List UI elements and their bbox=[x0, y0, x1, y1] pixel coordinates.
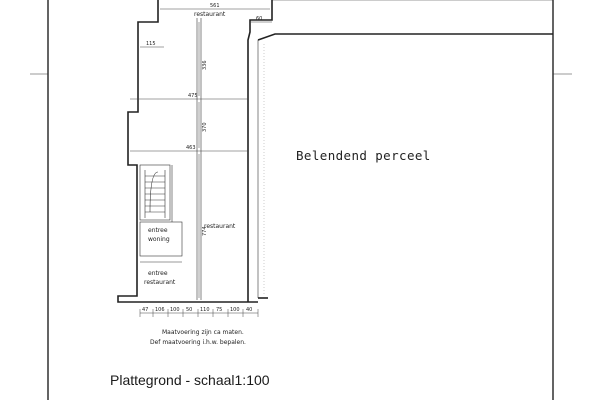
staircase bbox=[140, 165, 170, 220]
dim-bottom-segment: 50 bbox=[186, 307, 193, 313]
neighbor-boundary bbox=[258, 34, 553, 40]
dim-vert-3: 774 bbox=[202, 226, 208, 236]
dim-width-3: 463 bbox=[186, 145, 196, 151]
dim-bottom-segment: 40 bbox=[246, 307, 253, 313]
building-right-wall bbox=[248, 0, 272, 302]
dim-bottom-segment: 110 bbox=[200, 307, 210, 313]
dim-left-step: 115 bbox=[146, 41, 156, 47]
dim-bottom-segment: 47 bbox=[142, 307, 149, 313]
dim-vert-1: 336 bbox=[202, 60, 208, 70]
room-label-entree-woning-2: woning bbox=[148, 236, 170, 243]
plan-caption: Plattegrond - schaal1:100 bbox=[110, 372, 270, 388]
room-label-restaurant-top: restaurant bbox=[194, 11, 226, 18]
note-definitive: Def maatvoering i.h.w. bepalen. bbox=[150, 339, 246, 346]
room-label-entree-woning-1: entree bbox=[148, 227, 168, 234]
dim-top-width: 561 bbox=[210, 3, 220, 9]
room-label-entree-restaurant-1: entree bbox=[148, 270, 168, 277]
dim-bottom-segment: 75 bbox=[216, 307, 223, 313]
room-label-entree-restaurant-2: restaurant bbox=[144, 279, 176, 286]
neighbor-parcel-label: Belendend perceel bbox=[296, 148, 431, 163]
note-approximate: Maatvoering zijn ca maten. bbox=[162, 329, 244, 336]
dim-bottom-segment: 106 bbox=[155, 307, 165, 313]
dim-top-right: 60 bbox=[256, 16, 263, 22]
dim-bottom-segment: 100 bbox=[230, 307, 240, 313]
dim-vert-2: 370 bbox=[202, 122, 208, 132]
dim-width-2: 475 bbox=[188, 93, 198, 99]
room-label-restaurant-mid: restaurant bbox=[204, 223, 236, 230]
dim-bottom-segment: 100 bbox=[170, 307, 180, 313]
